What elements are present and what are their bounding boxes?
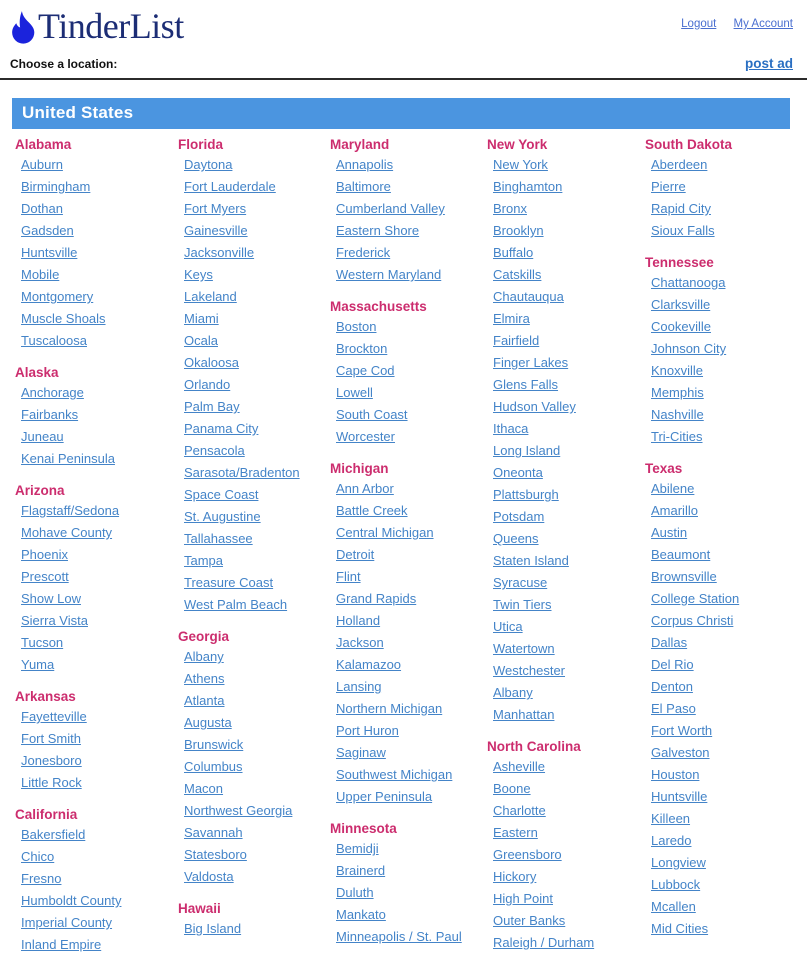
city-link[interactable]: Lansing: [336, 679, 382, 694]
city-link[interactable]: Denton: [651, 679, 693, 694]
city-link[interactable]: Lakeland: [184, 289, 237, 304]
city-link[interactable]: West Palm Beach: [184, 597, 288, 612]
city-link[interactable]: Savannah: [184, 825, 243, 840]
city-link[interactable]: Phoenix: [21, 547, 68, 562]
city-link[interactable]: Jonesboro: [21, 753, 82, 768]
city-link[interactable]: Gainesville: [184, 223, 248, 238]
city-link[interactable]: Statesboro: [184, 847, 247, 862]
city-link[interactable]: Brownsville: [651, 569, 717, 584]
city-link[interactable]: Space Coast: [184, 487, 259, 502]
city-link[interactable]: Bakersfield: [21, 827, 86, 842]
city-link[interactable]: Boston: [336, 319, 377, 334]
state-section: [178, 136, 330, 616]
state-header: Georgia: [178, 629, 230, 644]
state-section: [645, 460, 807, 940]
city-link[interactable]: Fayetteville: [21, 709, 87, 724]
city-link[interactable]: Yuma: [21, 657, 55, 672]
city-link[interactable]: Mobile: [21, 267, 60, 282]
city-link[interactable]: Huntsville: [21, 245, 78, 260]
page-header: [0, 0, 807, 46]
city-link[interactable]: Show Low: [21, 591, 81, 606]
city-link[interactable]: Upper Peninsula: [336, 789, 433, 804]
state-header: Massachusetts: [330, 299, 427, 314]
header-divider: [0, 78, 807, 80]
state-section: [645, 254, 807, 448]
city-link[interactable]: Pensacola: [184, 443, 245, 458]
state-section: [178, 628, 330, 888]
city-link[interactable]: Sierra Vista: [21, 613, 88, 628]
city-link[interactable]: Frederick: [336, 245, 391, 260]
city-link[interactable]: Birmingham: [21, 179, 91, 194]
city-link[interactable]: Utica: [493, 619, 523, 634]
city-link[interactable]: Charlotte: [493, 803, 546, 818]
city-link[interactable]: Auburn: [21, 157, 63, 172]
logo-text: TinderList: [38, 6, 184, 46]
column: [15, 132, 178, 956]
city-link[interactable]: Watertown: [493, 641, 555, 656]
city-link[interactable]: Westchester: [493, 663, 566, 678]
city-link[interactable]: Detroit: [336, 547, 375, 562]
state-header: Texas: [645, 461, 683, 476]
city-link[interactable]: Boone: [493, 781, 531, 796]
city-link[interactable]: Kenai Peninsula: [21, 451, 115, 466]
state-header: Alabama: [15, 137, 72, 152]
city-link[interactable]: Atlanta: [184, 693, 225, 708]
city-link[interactable]: Fort Myers: [184, 201, 247, 216]
state-section: [330, 460, 487, 808]
city-link[interactable]: Southwest Michigan: [336, 767, 453, 782]
city-link[interactable]: Humboldt County: [21, 893, 122, 908]
logout-link[interactable]: Logout: [681, 18, 717, 30]
city-link[interactable]: Northwest Georgia: [184, 803, 293, 818]
city-link[interactable]: Oneonta: [493, 465, 543, 480]
city-link[interactable]: Johnson City: [651, 341, 727, 356]
city-link[interactable]: Augusta: [184, 715, 232, 730]
state-header: Alaska: [15, 365, 59, 380]
city-link[interactable]: Manhattan: [493, 707, 555, 722]
city-link[interactable]: Long Island: [493, 443, 561, 458]
state-header: New York: [487, 137, 548, 152]
city-link[interactable]: Buffalo: [493, 245, 534, 260]
city-link[interactable]: Rapid City: [651, 201, 711, 216]
city-link[interactable]: Kalamazoo: [336, 657, 402, 672]
city-link[interactable]: Staten Island: [493, 553, 569, 568]
city-link[interactable]: Finger Lakes: [493, 355, 569, 370]
city-link[interactable]: Mid Cities: [651, 921, 709, 936]
city-link[interactable]: Minneapolis / St. Paul: [336, 929, 462, 944]
state-section: [15, 364, 178, 470]
state-section: [15, 136, 178, 352]
city-link[interactable]: Sarasota/Bradenton: [184, 465, 300, 480]
city-link[interactable]: Fort Smith: [21, 731, 81, 746]
city-link[interactable]: Grand Rapids: [336, 591, 417, 606]
city-link[interactable]: Annapolis: [336, 157, 394, 172]
city-link[interactable]: Elmira: [493, 311, 530, 326]
city-link[interactable]: Muscle Shoals: [21, 311, 106, 326]
my-account-link[interactable]: My Account: [733, 18, 793, 30]
city-link[interactable]: Macon: [184, 781, 224, 796]
account-links: [667, 18, 793, 30]
flame-icon: [10, 7, 37, 45]
city-link[interactable]: Brunswick: [184, 737, 244, 752]
city-link[interactable]: Ithaca: [493, 421, 529, 436]
city-link[interactable]: Lubbock: [651, 877, 701, 892]
city-link[interactable]: Twin Tiers: [493, 597, 552, 612]
choose-location-label: Choose a location:: [10, 57, 118, 71]
state-header: Hawaii: [178, 901, 221, 916]
state-header: Arizona: [15, 483, 65, 498]
city-link[interactable]: Laredo: [651, 833, 692, 848]
city-link[interactable]: Dothan: [21, 201, 63, 216]
column: [330, 132, 487, 948]
state-section: [330, 298, 487, 448]
city-link[interactable]: South Coast: [336, 407, 408, 422]
state-section: [330, 136, 487, 286]
city-link[interactable]: Dallas: [651, 635, 688, 650]
location-toolbar: [0, 46, 807, 78]
city-link[interactable]: Mohave County: [21, 525, 113, 540]
city-link[interactable]: Tampa: [184, 553, 224, 568]
city-link[interactable]: Orlando: [184, 377, 231, 392]
city-link[interactable]: Miami: [184, 311, 219, 326]
state-header: Florida: [178, 137, 224, 152]
city-link[interactable]: Tucson: [21, 635, 64, 650]
city-link[interactable]: Syracuse: [493, 575, 548, 590]
city-link[interactable]: Hudson Valley: [493, 399, 576, 414]
city-link[interactable]: Lowell: [336, 385, 373, 400]
city-link[interactable]: Outer Banks: [493, 913, 566, 928]
state-header: Michigan: [330, 461, 389, 476]
state-header: Minnesota: [330, 821, 397, 836]
city-link[interactable]: Tuscaloosa: [21, 333, 87, 348]
city-link[interactable]: Pierre: [651, 179, 686, 194]
city-link[interactable]: Saginaw: [336, 745, 386, 760]
state-header: California: [15, 807, 78, 822]
state-section: [15, 482, 178, 676]
state-header: Tennessee: [645, 255, 714, 270]
city-link[interactable]: Prescott: [21, 569, 69, 584]
column: [178, 132, 330, 940]
city-link[interactable]: Port Huron: [336, 723, 399, 738]
city-link[interactable]: Bemidji: [336, 841, 379, 856]
city-link[interactable]: Mcallen: [651, 899, 696, 914]
city-link[interactable]: Valdosta: [184, 869, 234, 884]
city-link[interactable]: Asheville: [493, 759, 546, 774]
state-header: Maryland: [330, 137, 390, 152]
city-link[interactable]: Sioux Falls: [651, 223, 715, 238]
state-header: South Dakota: [645, 137, 733, 152]
location-columns: [0, 129, 807, 956]
city-link[interactable]: Tri-Cities: [651, 429, 703, 444]
city-link[interactable]: Clarksville: [651, 297, 711, 312]
state-section: [645, 136, 807, 242]
city-link[interactable]: Holland: [336, 613, 381, 628]
city-link[interactable]: Bronx: [493, 201, 527, 216]
city-link[interactable]: Plattsburgh: [493, 487, 559, 502]
column: [487, 132, 645, 954]
city-link[interactable]: Ocala: [184, 333, 218, 348]
city-link[interactable]: Huntsville: [651, 789, 708, 804]
city-link[interactable]: Chico: [21, 849, 55, 864]
state-section: [15, 806, 178, 956]
state-section: [330, 820, 487, 948]
city-link[interactable]: Killeen: [651, 811, 691, 826]
city-link[interactable]: St. Augustine: [184, 509, 261, 524]
city-link[interactable]: Brainerd: [336, 863, 386, 878]
city-link[interactable]: Fairfield: [493, 333, 540, 348]
city-link[interactable]: Okaloosa: [184, 355, 239, 370]
city-link[interactable]: Chautauqua: [493, 289, 564, 304]
city-link[interactable]: Duluth: [336, 885, 374, 900]
city-link[interactable]: Catskills: [493, 267, 542, 282]
city-link[interactable]: Imperial County: [21, 915, 113, 930]
city-link[interactable]: Inland Empire: [21, 937, 102, 952]
city-link[interactable]: Beaumont: [651, 547, 711, 562]
city-link[interactable]: Flint: [336, 569, 361, 584]
post-ad-link[interactable]: post ad: [744, 56, 793, 71]
city-link[interactable]: Worcester: [336, 429, 395, 444]
city-link[interactable]: Northern Michigan: [336, 701, 443, 716]
city-link[interactable]: Athens: [184, 671, 225, 686]
city-link[interactable]: Jacksonville: [184, 245, 255, 260]
city-link[interactable]: Columbus: [184, 759, 243, 774]
state-header: North Carolina: [487, 739, 581, 754]
city-link[interactable]: Abilene: [651, 481, 695, 496]
state-section: [487, 136, 645, 726]
country-banner: United States: [12, 98, 790, 129]
city-link[interactable]: Cape Cod: [336, 363, 395, 378]
state-section: [15, 688, 178, 794]
city-link[interactable]: Memphis: [651, 385, 704, 400]
state-header: Arkansas: [15, 689, 76, 704]
state-section: [178, 900, 330, 940]
city-link[interactable]: Fairbanks: [21, 407, 79, 422]
city-link[interactable]: Palm Bay: [184, 399, 240, 414]
city-link[interactable]: Albany: [184, 649, 224, 664]
city-link[interactable]: Raleigh / Durham: [493, 935, 595, 950]
city-link[interactable]: Ann Arbor: [336, 481, 394, 496]
city-link[interactable]: Cumberland Valley: [336, 201, 445, 216]
city-link[interactable]: Eastern Shore: [336, 223, 420, 238]
city-link[interactable]: Fort Lauderdale: [184, 179, 276, 194]
city-link[interactable]: Galveston: [651, 745, 710, 760]
city-link[interactable]: Eastern: [493, 825, 538, 840]
city-link[interactable]: Panama City: [184, 421, 259, 436]
city-link[interactable]: Tallahassee: [184, 531, 253, 546]
column: [645, 132, 807, 940]
city-link[interactable]: Treasure Coast: [184, 575, 274, 590]
city-link[interactable]: Flagstaff/Sedona: [21, 503, 120, 518]
city-link[interactable]: Jackson: [336, 635, 384, 650]
city-link[interactable]: Aberdeen: [651, 157, 708, 172]
city-link[interactable]: Amarillo: [651, 503, 698, 518]
city-link[interactable]: Knoxville: [651, 363, 704, 378]
city-link[interactable]: Cookeville: [651, 319, 711, 334]
city-link[interactable]: Houston: [651, 767, 700, 782]
city-link[interactable]: Hickory: [493, 869, 537, 884]
city-link[interactable]: Glens Falls: [493, 377, 559, 392]
city-link[interactable]: Battle Creek: [336, 503, 408, 518]
city-link[interactable]: Longview: [651, 855, 706, 870]
city-link[interactable]: Daytona: [184, 157, 233, 172]
city-link[interactable]: Keys: [184, 267, 213, 282]
city-link[interactable]: College Station: [651, 591, 740, 606]
city-link[interactable]: Western Maryland: [336, 267, 442, 282]
city-link[interactable]: Binghamton: [493, 179, 563, 194]
city-link[interactable]: Mankato: [336, 907, 386, 922]
city-link[interactable]: New York: [493, 157, 548, 172]
city-link[interactable]: Del Rio: [651, 657, 694, 672]
city-link[interactable]: Big Island: [184, 921, 242, 936]
city-link[interactable]: Brockton: [336, 341, 388, 356]
city-link[interactable]: High Point: [493, 891, 553, 906]
city-link[interactable]: Chattanooga: [651, 275, 726, 290]
city-link[interactable]: Fresno: [21, 871, 62, 886]
city-link[interactable]: Potsdam: [493, 509, 545, 524]
city-link[interactable]: Montgomery: [21, 289, 94, 304]
city-link[interactable]: Austin: [651, 525, 688, 540]
city-link[interactable]: Brooklyn: [493, 223, 544, 238]
city-link[interactable]: Nashville: [651, 407, 704, 422]
logo[interactable]: [10, 6, 184, 46]
city-link[interactable]: Baltimore: [336, 179, 391, 194]
city-link[interactable]: Central Michigan: [336, 525, 434, 540]
city-link[interactable]: Albany: [493, 685, 533, 700]
city-link[interactable]: Queens: [493, 531, 539, 546]
city-link[interactable]: Fort Worth: [651, 723, 713, 738]
city-link[interactable]: Greensboro: [493, 847, 562, 862]
city-link[interactable]: Gadsden: [21, 223, 74, 238]
city-link[interactable]: Anchorage: [21, 385, 84, 400]
state-section: [487, 738, 645, 954]
city-link[interactable]: Juneau: [21, 429, 64, 444]
city-link[interactable]: Corpus Christi: [651, 613, 734, 628]
city-link[interactable]: Little Rock: [21, 775, 82, 790]
city-link[interactable]: El Paso: [651, 701, 696, 716]
